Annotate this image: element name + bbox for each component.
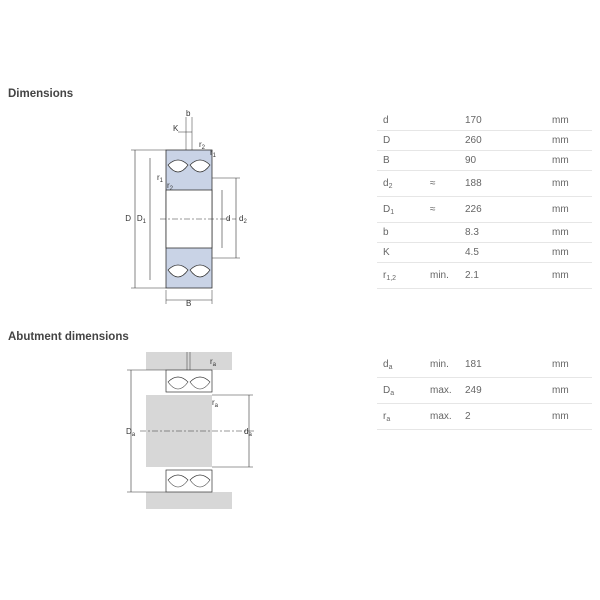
value: 170	[465, 115, 482, 126]
symbol: D	[383, 134, 391, 146]
symbol: d	[383, 114, 389, 126]
qualifier: ≈	[430, 178, 436, 189]
bearing-dimensions-drawing	[120, 105, 260, 315]
table-row	[377, 223, 592, 243]
value: 226	[465, 204, 482, 215]
value: 181	[465, 359, 482, 370]
qualifier	[430, 151, 465, 171]
label-B: B	[186, 299, 192, 308]
label-ra-mid: $r_a$	[212, 398, 219, 409]
value: 188	[465, 178, 482, 189]
table-row	[377, 197, 592, 223]
symbol: $r_{1,2}$	[383, 269, 397, 282]
symbol: $D_1$	[383, 203, 395, 216]
qualifier: max.	[430, 411, 452, 422]
label-r2-left: $r_2$	[167, 181, 174, 192]
symbol: K	[383, 246, 390, 258]
unit: mm	[552, 247, 569, 258]
unit: mm	[552, 227, 569, 238]
qualifier: max.	[430, 385, 452, 396]
label-d2: $d_2$	[239, 214, 247, 225]
table-row	[377, 263, 592, 289]
unit: mm	[552, 270, 569, 281]
label-D1: $D_1$	[136, 214, 146, 225]
unit: mm	[552, 178, 569, 189]
value: 260	[465, 135, 482, 146]
label-r2-top: $r_2$	[199, 140, 206, 151]
value: 90	[465, 155, 477, 166]
table-row	[377, 151, 592, 171]
symbol: $r_a$	[383, 410, 391, 423]
unit: mm	[552, 204, 569, 215]
symbol: $d_2$	[383, 177, 393, 190]
abutment-title: Abutment dimensions	[8, 331, 129, 343]
qualifier	[430, 223, 465, 243]
unit: mm	[552, 411, 569, 422]
table-row	[377, 171, 592, 197]
label-K: K	[173, 124, 179, 133]
label-Da: $D_a$	[126, 427, 136, 438]
qualifier	[430, 111, 465, 131]
abutment-table	[377, 352, 592, 430]
qualifier	[430, 243, 465, 263]
label-r1-left: $r_1$	[157, 173, 164, 184]
qualifier: min.	[430, 359, 449, 370]
symbol: $d_a$	[383, 358, 393, 371]
value: 4.5	[465, 247, 479, 258]
unit: mm	[552, 359, 569, 370]
qualifier: min.	[430, 270, 449, 281]
unit: mm	[552, 135, 569, 146]
qualifier: ≈	[430, 204, 436, 215]
table-row	[377, 404, 592, 430]
dimensions-table	[377, 111, 592, 289]
abutment-drawing	[120, 345, 260, 515]
table-row	[377, 111, 592, 131]
symbol: $D_a$	[383, 384, 395, 397]
label-d: d	[226, 214, 231, 223]
symbol: b	[383, 226, 389, 238]
unit: mm	[552, 115, 569, 126]
table-row	[377, 378, 592, 404]
symbol: B	[383, 154, 390, 166]
unit: mm	[552, 385, 569, 396]
label-D: D	[125, 214, 131, 223]
label-r1-top: $r_1$	[210, 148, 217, 159]
qualifier	[430, 131, 465, 151]
table-row	[377, 243, 592, 263]
value: 8.3	[465, 227, 479, 238]
value: 2	[465, 411, 471, 422]
label-b: b	[186, 109, 191, 118]
dimensions-title: Dimensions	[8, 88, 74, 100]
table-row	[377, 131, 592, 151]
label-ra-top: $r_a$	[210, 357, 217, 368]
value: 249	[465, 385, 482, 396]
label-da: $d_a$	[244, 427, 252, 438]
unit: mm	[552, 155, 569, 166]
value: 2.1	[465, 270, 479, 281]
table-row	[377, 352, 592, 378]
